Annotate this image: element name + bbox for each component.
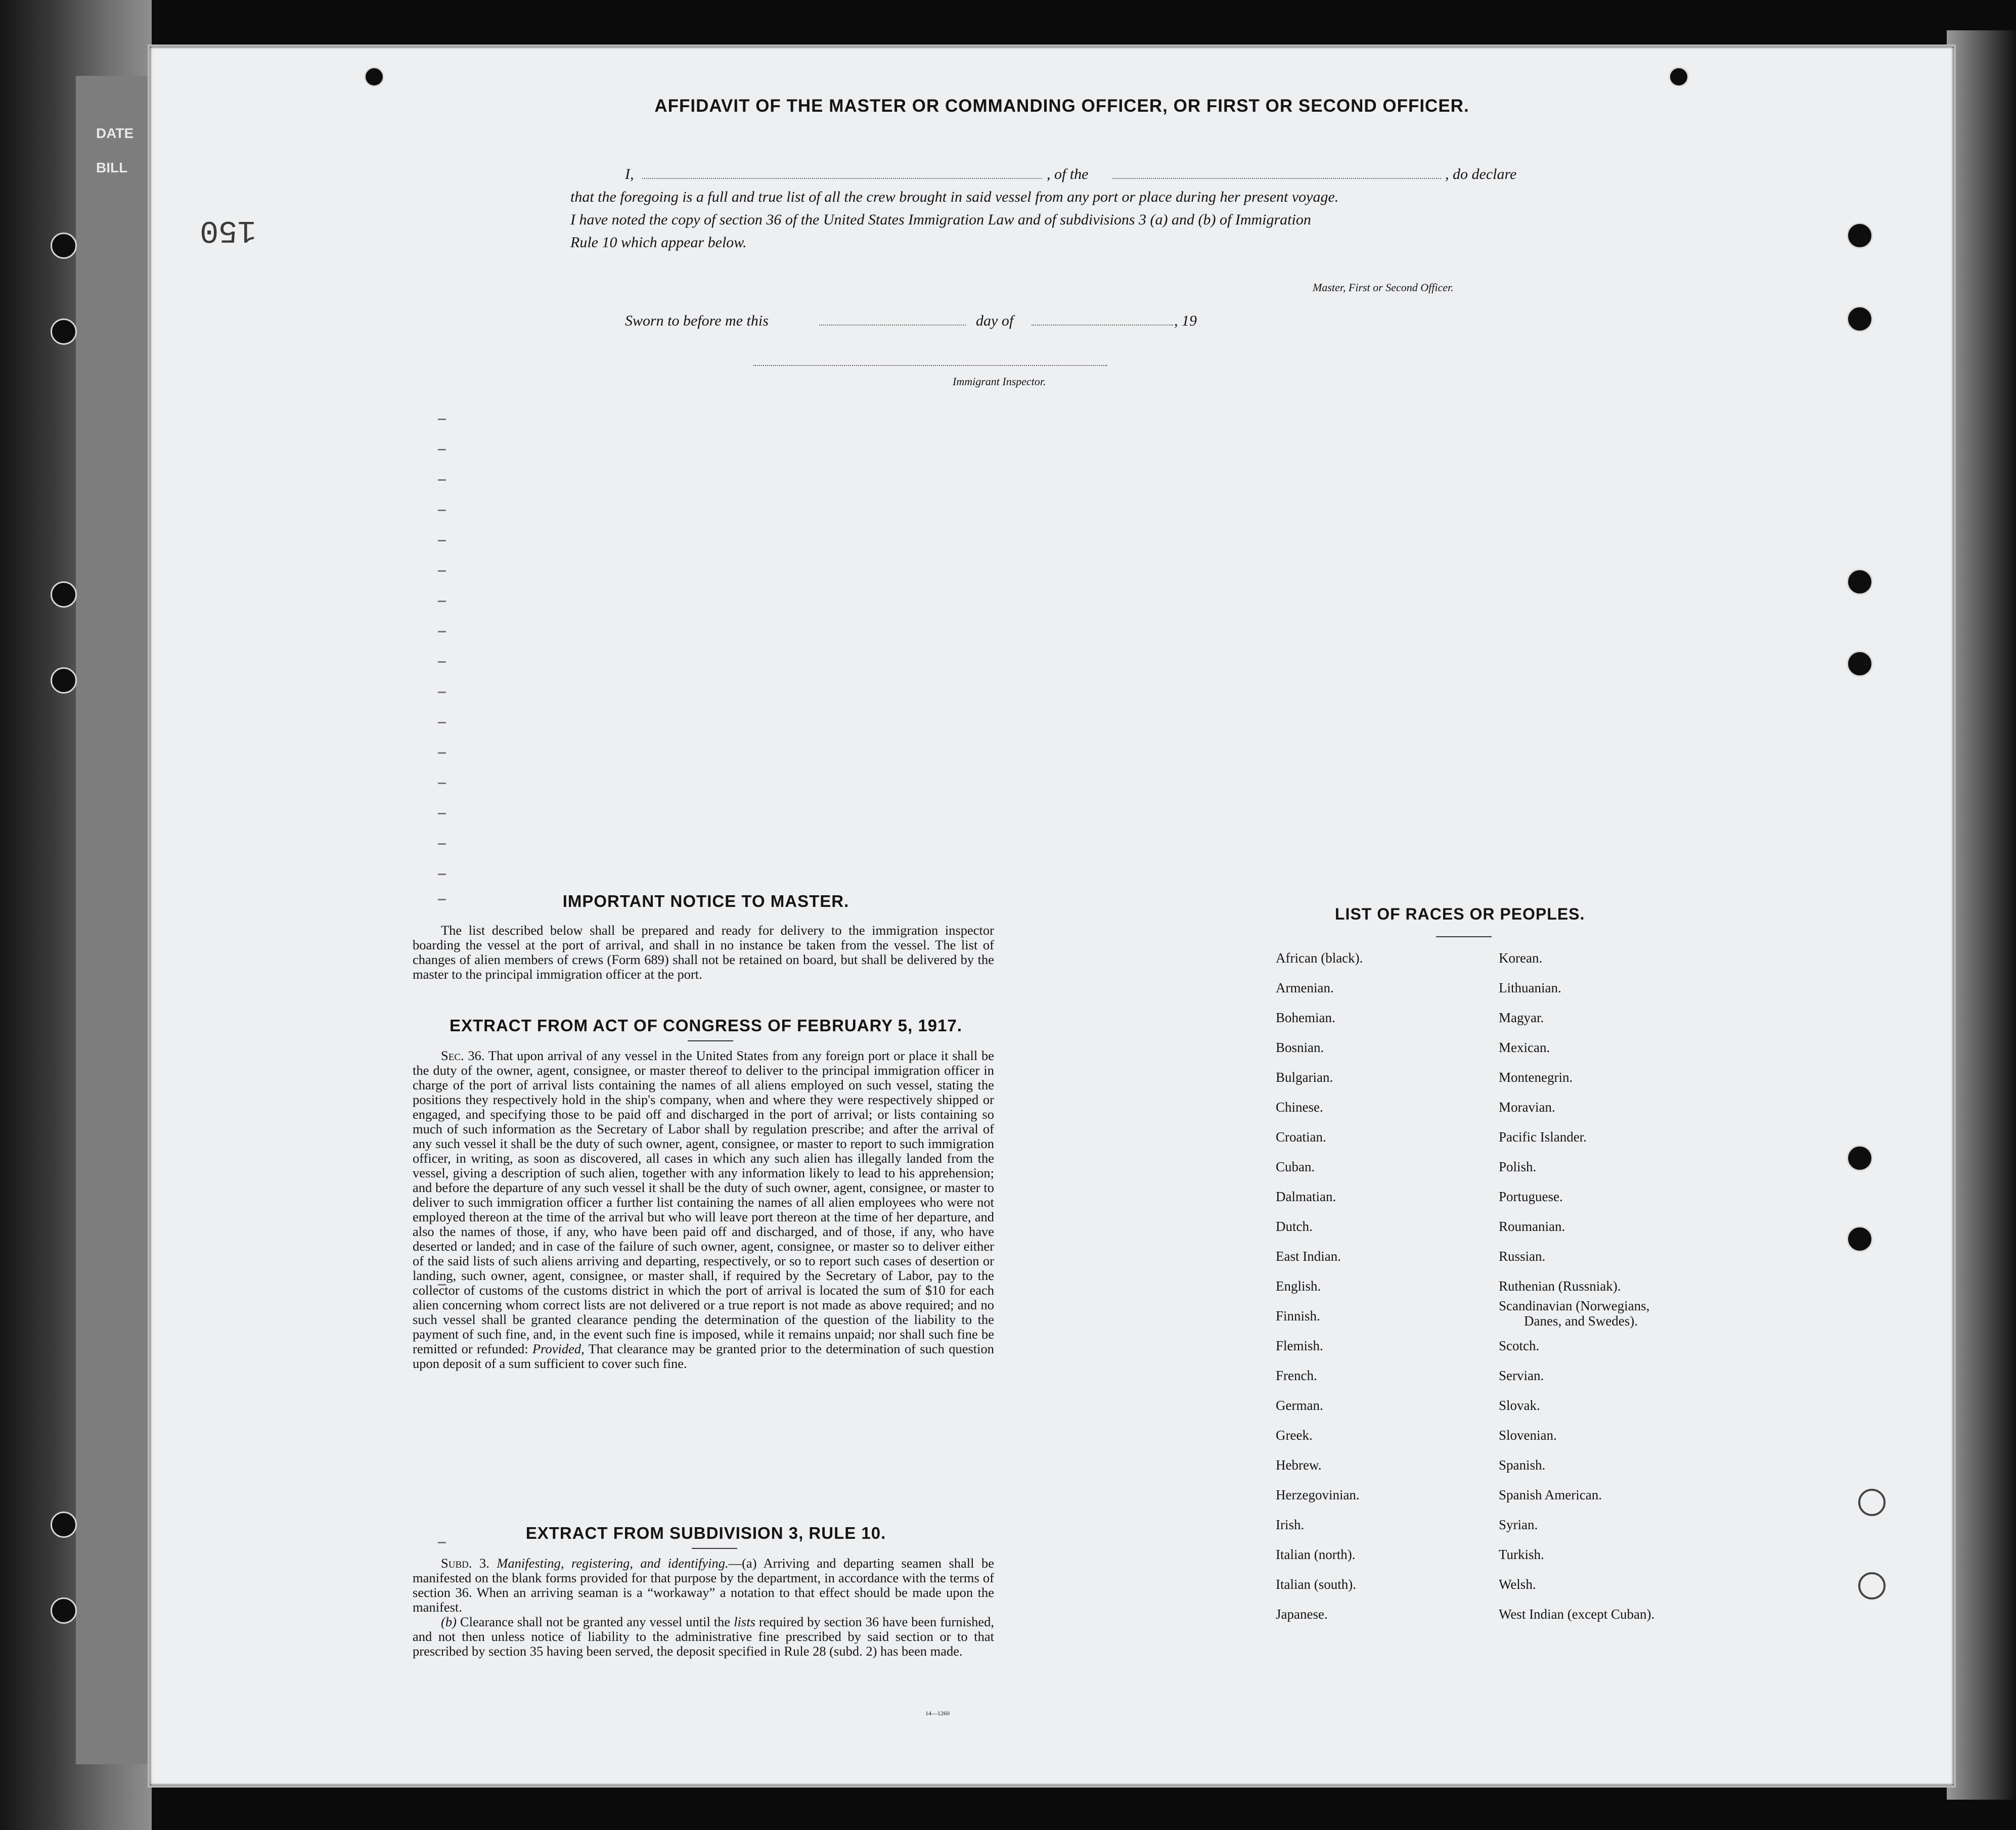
margin-dash <box>438 540 446 541</box>
punch-mark <box>364 67 384 87</box>
affidavit-do-declare-label: , do declare <box>1445 166 1517 182</box>
race-item: French. <box>1276 1368 1317 1383</box>
subd-b-text-1: Clearance shall not be granted any vessel until the <box>460 1614 731 1629</box>
scan-right-edge <box>1947 30 2016 1800</box>
edge-label-bill: BILL <box>96 160 128 175</box>
race-item-continuation: Danes, and Swedes). <box>1524 1313 1638 1329</box>
binder-hole <box>1847 651 1873 677</box>
binder-hole <box>51 1512 77 1538</box>
race-item: Bosnian. <box>1276 1040 1324 1055</box>
margin-dash <box>438 479 446 481</box>
race-item: Moravian. <box>1499 1100 1555 1115</box>
margin-dash <box>438 570 446 572</box>
act-section-36-text <box>413 1048 994 1371</box>
binder-hole <box>1847 1145 1873 1171</box>
margin-dash <box>438 601 446 602</box>
notice-text: The list described below shall be prepared and ready for delivery to the immigration inspector boarding the vessel at the port of arrival, and shall in no instance be taken from the vessel. The list of changes of alien members of crews (Form 689) shall not be retained on board, but shall be delivered by the master to the principal immigration officer at the port. <box>413 923 994 982</box>
day-blank-line <box>819 325 966 326</box>
inspector-signature-line <box>753 365 1107 366</box>
race-item: Italian (north). <box>1276 1547 1356 1562</box>
race-item: German. <box>1276 1398 1323 1413</box>
race-item: Syrian. <box>1499 1517 1538 1532</box>
year-label: , 19 <box>1174 312 1197 329</box>
subd-b-label: (b) <box>441 1614 457 1629</box>
act-body-end: That clearance may be granted prior to the determination of such question upon deposit of a sum sufficient to cover such fine. <box>413 1341 994 1371</box>
binder-hole <box>1847 569 1873 595</box>
race-item: Croatian. <box>1276 1129 1326 1145</box>
race-item: Portuguese. <box>1499 1189 1563 1204</box>
day-of-label: day of <box>976 312 1014 329</box>
act-body: That upon arrival of any vessel in the United States from any foreign port or place it shall be the duty of the owner, agent, consignee, or master thereof to deliver to the principal immigration officer in charge of the port of arrival lists containing the names of all aliens employed on such vessel, stating the positions they respectively hold in the ship's company, when and where they were respectively shipped or engaged, and specifying those to be paid off and discharged in the port of arrival; or lists containing so much of such information as the Secretary of Labor shall by regulation prescribe; and after the arrival of any such vessel it shall be the duty of such owner, agent, consignee, or master to report to such immigration officer, in writing, as soon as discovered, all cases in which any such alien has illegally landed from the vessel, giving a description of such alien, together with any information likely to lead to his apprehension; and before the departure of any such vessel it shall be the duty of such owner, agent, consignee, or master to deliver to such immigration officer a further list containing the names of all alien employees who were not employed thereon at the time of the arrival but who will leave port thereon at the time of her departure, and also the names of those, if any, who have been paid off and discharged, and of those, if any, who have deserted or landed; and in case of the failure of such owner, agent, consignee, or master so to deliver either of the said lists of such aliens arriving and departing, respectively, or so to report such cases of desertion or landing, such owner, agent, consignee, or master shall, if required by the Secretary of Labor, pay to the collector of customs of the customs district in which the port of arrival is located the sum of $10 for each alien concerning whom correct lists are not delivered or a true report is not made as above required; and no such vessel shall be granted clearance pending the determination of the question of the liability to the payment of such fine, and, in the event such fine is imposed, while it remains unpaid; nor shall such fine be remitted or refunded: <box>413 1048 994 1356</box>
race-item: Russian. <box>1499 1249 1546 1264</box>
affidavit-line-2: I have noted the copy of section 36 of the United States Immigration Law and of subdivisions 3 (a) and (b) of Immigration <box>570 211 1311 228</box>
race-item: Slovak. <box>1499 1398 1540 1413</box>
affidavit-i-label: I, <box>625 166 634 182</box>
race-item: Pacific Islander. <box>1499 1129 1587 1145</box>
binder-hole <box>1847 1226 1873 1252</box>
race-item: Spanish. <box>1499 1457 1546 1473</box>
binder-hole <box>51 233 77 259</box>
form-number: 14—1260 <box>925 1710 950 1717</box>
margin-dash <box>438 783 446 784</box>
sheet-number: 150 <box>200 212 256 248</box>
lists-word: lists <box>734 1614 755 1629</box>
subd-heading: Manifesting, registering, and identifying. <box>497 1556 729 1571</box>
race-item: Mexican. <box>1499 1040 1550 1055</box>
race-item: Ruthenian (Russniak). <box>1499 1278 1621 1294</box>
race-item: Italian (south). <box>1276 1577 1356 1592</box>
race-item: East Indian. <box>1276 1249 1341 1264</box>
rule-title: EXTRACT FROM SUBDIVISION 3, RULE 10. <box>525 1524 886 1542</box>
race-item: Polish. <box>1499 1159 1537 1174</box>
race-item: Japanese. <box>1276 1607 1328 1622</box>
binder-hole <box>1858 1489 1886 1516</box>
race-item: Dalmatian. <box>1276 1189 1336 1204</box>
binder-hole <box>1847 222 1873 249</box>
margin-dash <box>438 843 446 845</box>
race-item: Lithuanian. <box>1499 980 1561 995</box>
subdivision-b <box>413 1615 994 1659</box>
margin-dash <box>438 813 446 814</box>
margin-dash <box>438 419 446 420</box>
provided-label: Provided, <box>532 1341 585 1356</box>
race-item: Flemish. <box>1276 1338 1323 1353</box>
inspector-label: Immigrant Inspector. <box>953 375 1046 388</box>
race-item: African (black). <box>1276 950 1363 966</box>
binder-hole <box>51 667 77 694</box>
rule-text <box>413 1556 994 1659</box>
race-item: Finnish. <box>1276 1308 1320 1323</box>
affidavit-line-3: Rule 10 which appear below. <box>570 234 747 251</box>
act-title: EXTRACT FROM ACT OF CONGRESS OF FEBRUARY 5, 1917. <box>449 1016 963 1035</box>
margin-dash <box>438 510 446 511</box>
title-rule <box>692 1548 737 1549</box>
race-item: Cuban. <box>1276 1159 1315 1174</box>
race-item: Irish. <box>1276 1517 1305 1532</box>
race-item: Montenegrin. <box>1499 1070 1573 1085</box>
subd-b-text-2: required by section 36 have been furnished, and not then unless notice of liability to the administrative fine prescribed by said section or to that prescribed by section 35 having been served, the deposit specified in Rule 28 (subd. 2) has been made. <box>413 1614 995 1659</box>
punch-mark <box>1669 67 1689 87</box>
race-item: West Indian (except Cuban). <box>1499 1607 1655 1622</box>
margin-dash <box>438 449 446 450</box>
title-rule <box>1436 936 1492 937</box>
race-item: Hebrew. <box>1276 1457 1322 1473</box>
race-item: Armenian. <box>1276 980 1334 995</box>
race-item: Turkish. <box>1499 1547 1544 1562</box>
subdivision-a <box>413 1556 994 1615</box>
margin-dash <box>438 722 446 723</box>
sworn-label: Sworn to before me this <box>625 312 769 329</box>
vessel-blank-line <box>1112 178 1441 179</box>
sec-label: Sec. 36. <box>441 1048 485 1063</box>
race-item: Servian. <box>1499 1368 1544 1383</box>
race-item: Magyar. <box>1499 1010 1544 1025</box>
affidavit-line-1: that the foregoing is a full and true list of all the crew brought in said vessel from any port or place during her present voyage. <box>570 189 1339 205</box>
binder-hole <box>1858 1572 1886 1599</box>
binder-hole <box>51 318 77 345</box>
margin-dash <box>438 752 446 754</box>
races-title: LIST OF RACES OR PEOPLES. <box>1335 905 1585 923</box>
margin-dash <box>438 692 446 693</box>
title-rule <box>688 1040 733 1041</box>
margin-dash <box>438 631 446 632</box>
race-item: Bulgarian. <box>1276 1070 1333 1085</box>
affidavit-title: AFFIDAVIT OF THE MASTER OR COMMANDING OFFICER, OR FIRST OR SECOND OFFICER. <box>654 96 1469 116</box>
binder-hole <box>1847 306 1873 332</box>
race-item: Bohemian. <box>1276 1010 1335 1025</box>
race-item: Chinese. <box>1276 1100 1323 1115</box>
name-blank-line <box>642 178 1042 179</box>
race-item: English. <box>1276 1278 1321 1294</box>
race-item: Roumanian. <box>1499 1219 1565 1234</box>
subd-a-text: —(a) Arriving and departing seamen shall be manifested on the blank forms provided for that purpose by the department, in accordance with the terms of section 36. When an arriving seaman is a “workaway” a notation to that effect should be made upon the manifest. <box>413 1556 995 1615</box>
race-item: Spanish American. <box>1499 1487 1602 1502</box>
month-blank-line <box>1032 325 1173 326</box>
race-item: Greek. <box>1276 1428 1313 1443</box>
race-item: Welsh. <box>1499 1577 1536 1592</box>
margin-dash <box>438 874 446 875</box>
binder-hole <box>51 581 77 608</box>
binder-hole <box>51 1597 77 1624</box>
race-item-scandinavian <box>1499 1298 1649 1329</box>
officer-signature-label: Master, First or Second Officer. <box>1313 281 1454 294</box>
race-item: Korean. <box>1499 950 1543 966</box>
margin-dash <box>438 661 446 663</box>
race-item: Scandinavian (Norwegians, <box>1499 1298 1650 1313</box>
race-item: Slovenian. <box>1499 1428 1557 1443</box>
edge-label-date: DATE <box>96 125 134 141</box>
race-item: Scotch. <box>1499 1338 1540 1353</box>
race-item: Herzegovinian. <box>1276 1487 1360 1502</box>
race-item: Dutch. <box>1276 1219 1313 1234</box>
notice-title: IMPORTANT NOTICE TO MASTER. <box>562 892 849 910</box>
affidavit-of-the-label: , of the <box>1047 166 1089 182</box>
subd-label: Subd. 3. <box>441 1556 489 1571</box>
